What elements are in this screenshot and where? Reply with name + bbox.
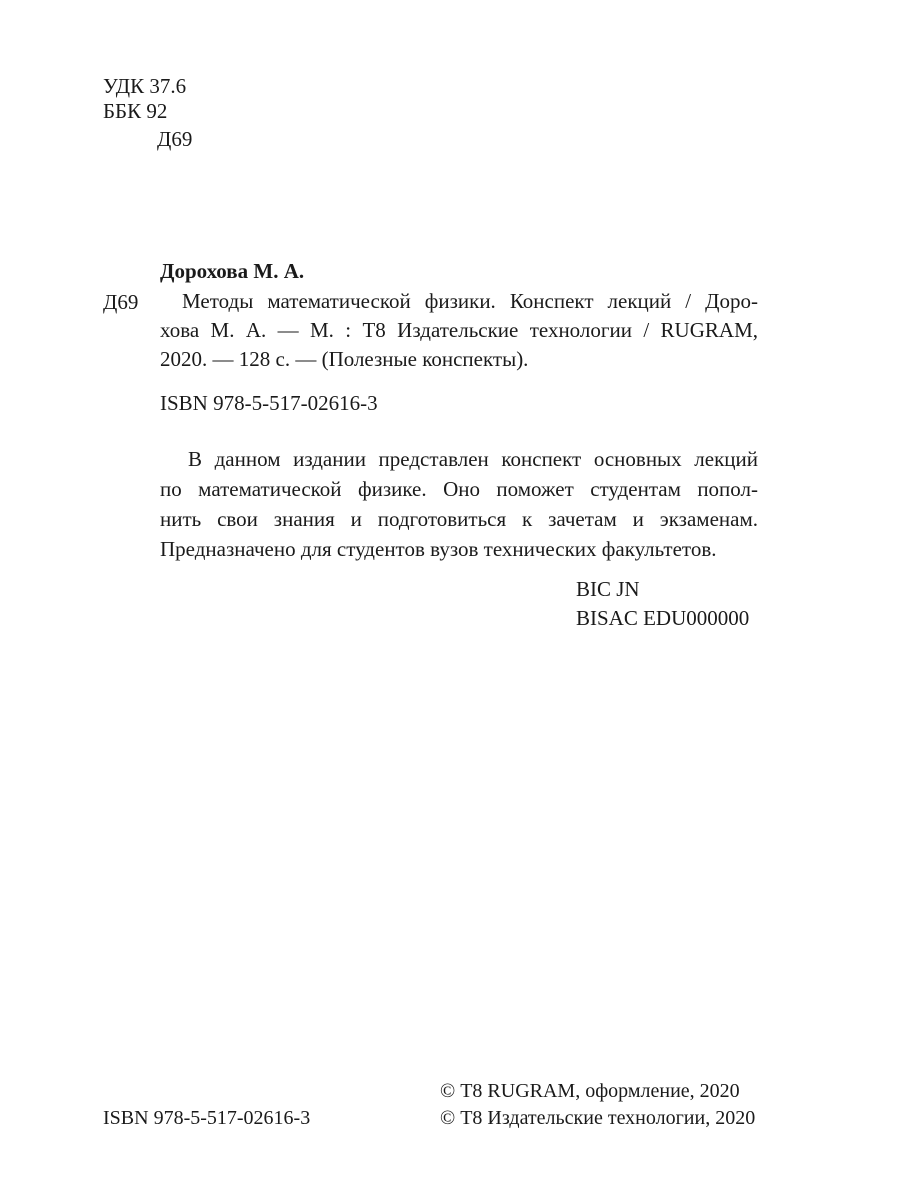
annotation-line: по математической физике. Оно поможет студентам попол- [160,477,758,501]
annotation-line: нить свои знания и подготовиться к зачетам и экзаменам. [160,507,758,531]
copyright-publisher: © Т8 Издательские технологии, 2020 [440,1107,756,1129]
bic-code: BIC JN [576,577,640,601]
biblio-line: 2020. — 128 с. — (Полезные конспекты). [160,347,529,371]
author-name: Дорохова М. А. [160,259,305,283]
footer-isbn: ISBN 978-5-517-02616-3 [103,1107,311,1129]
author-mark-code: Д69 [157,127,193,151]
bisac-code: BISAC EDU000000 [576,606,750,630]
isbn: ISBN 978-5-517-02616-3 [160,391,378,415]
biblio-line: Методы математической физики. Конспект лекций / Доро- [182,289,758,313]
annotation [160,444,758,564]
annotation-line: В данном издании представлен конспект основных лекций [188,447,758,471]
annotation-line: Предназначено для студентов вузов технических факультетов. [160,537,717,561]
copyright-design: © Т8 RUGRAM, оформление, 2020 [440,1080,740,1102]
biblio-line: хова М. А. — М. : Т8 Издательские технологии / RUGRAM, [160,318,758,342]
udk-code: УДК 37.6 [103,74,187,98]
bibliographic-description [160,287,758,374]
author-mark-side: Д69 [103,290,139,314]
bbk-code: ББК 92 [103,99,168,123]
